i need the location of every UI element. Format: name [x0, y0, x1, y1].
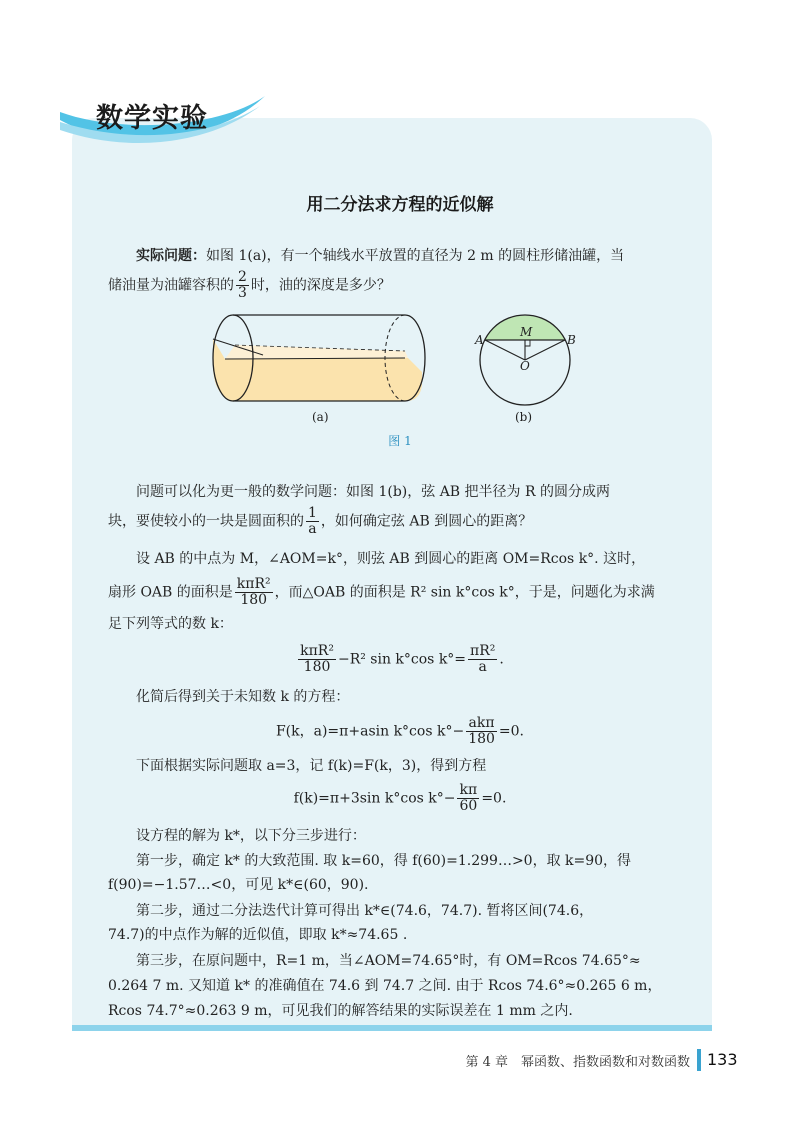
label-point-a: A	[475, 333, 484, 347]
step3-line-2: 0.264 7 m. 又知道 k* 的准确值在 74.6 到 74.7 之间. 由于 Rcos 74.6°≈0.265 6 m，	[108, 978, 662, 994]
label-point-b: B	[567, 333, 576, 347]
equation-1: $\frac{\text{kπR²}}{180}$ −R² sin k°cos k°= $\frac{\text{πR²}}{a}$ .	[300, 643, 504, 675]
para1-line-1: 问题可以化为更一般的数学问题：如图 1(b)，弦 AB 把半径为 R 的圆分成两	[136, 484, 610, 500]
label-point-m: M	[520, 325, 533, 339]
para5: 设方程的解为 k*，以下分三步进行：	[136, 828, 366, 844]
step2-line-1: 第二步，通过二分法迭代计算可得出 k*∈(74.6，74.7). 暂将区间(74.6，	[136, 903, 594, 919]
para2-line-1: 设 AB 的中点为 M，∠AOM=k°，则弦 AB 到圆心的距离 OM=Rcos k°. 这时，	[136, 551, 646, 567]
section-title: 数学实验	[96, 103, 208, 134]
step2-line-2: 74.7)的中点作为解的近似值，即取 k*≈74.65 .	[108, 927, 408, 943]
para4: 下面根据实际问题取 a=3，记 f(k)=F(k，3)，得到方程	[136, 758, 487, 774]
para3: 化简后得到关于未知数 k 的方程：	[136, 689, 350, 705]
label-point-o: O	[520, 359, 530, 373]
page-title: 用二分法求方程的近似解	[306, 195, 494, 215]
problem-line-1: 实际问题：如图 1(a)，有一个轴线水平放置的直径为 2 m 的圆柱形储油罐，当	[136, 248, 625, 264]
step1-line-2: f(90)=−1.57…<0，可见 k*∈(60，90).	[108, 877, 369, 893]
label-figure-b: (b)	[515, 410, 533, 424]
equation-2: F(k，a)=π+asin k°cos k°− $\frac{\text{akπ}}{180}$ =0.	[275, 715, 525, 747]
para2-line-3: 足下列等式的数 k：	[108, 616, 233, 632]
problem-line-2: 储油量为油罐容积的 $\frac{2}{3}$ 时，油的深度是多少？	[108, 269, 391, 301]
fraction-one-over-a: $\frac{1}{a}$	[308, 505, 317, 537]
step1-line-1: 第一步，确定 k* 的大致范围. 取 k=60，得 f(60)=1.299…>0，取 k=90，得	[136, 853, 632, 869]
footer-chapter: 第 4 章 幂函数、指数函数和对数函数	[465, 1055, 690, 1070]
footer-divider	[697, 1049, 701, 1071]
figure-1a-cylinder	[213, 315, 425, 401]
step3-line-3: Rcos 74.7°≈0.263 9 m，可见我们的解答结果的实际误差在 1 mm 之内.	[108, 1003, 573, 1019]
problem-label: 实际问题：	[136, 248, 206, 264]
figure-1	[205, 305, 595, 430]
equation-3: f(k)=π+3sin k°cos k°− $\frac{k\pi}{60}$ =0.	[293, 782, 507, 814]
fraction-sector-area: $\frac{\text{kπR²}}{180}$	[236, 576, 271, 608]
bottom-rule	[72, 1025, 712, 1031]
fraction-two-thirds: $\frac{2}{3}$	[238, 269, 247, 301]
figure-caption: 图 1	[388, 434, 412, 448]
para2-line-2: 扇形 OAB 的面积是 $\frac{\text{kπR²}}{180}$ ，而△OAB 的面积是 R² sin k°cos k°，于是，问题化为求满	[108, 576, 655, 608]
page-number: 133	[707, 1050, 738, 1069]
step3-line-1: 第三步，在原问题中，R=1 m，当∠AOM=74.65°时，有 OM=Rcos 74.65°≈	[136, 953, 641, 969]
label-figure-a: (a)	[312, 410, 329, 424]
para1-line-2: 块，要使较小的一块是圆面积的 $\frac{1}{a}$ ，如何确定弦 AB 到圆心的距离？	[108, 505, 533, 537]
